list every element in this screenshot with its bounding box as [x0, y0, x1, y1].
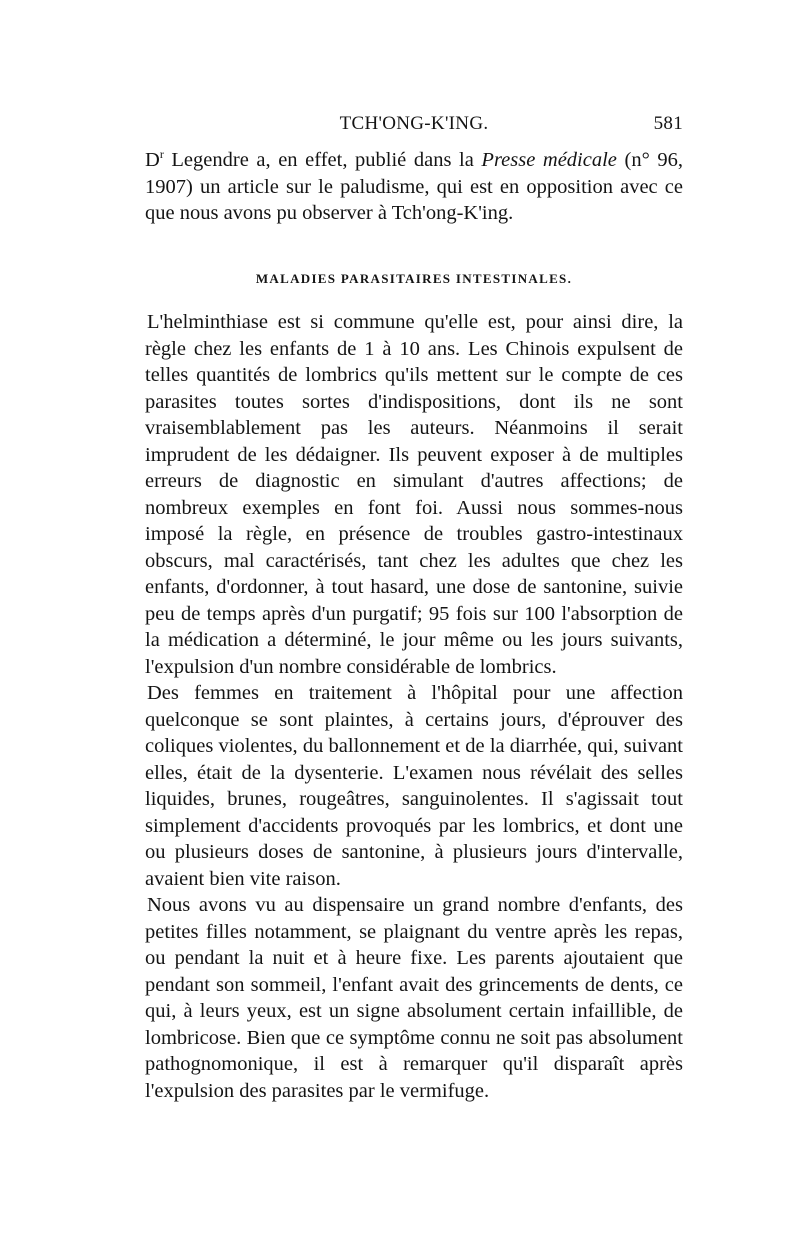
section-body: [145, 309, 683, 1104]
body-paragraph: L'helminthiase est si commune qu'elle est, pour ainsi dire, la règle chez les enfants de 1 à 10 ans. Les Chinois expulsent de telles quantités de lombrics qu'ils mettent sur le compte de ces parasites toutes sortes d'indispositions, dont ils ne sont vraisemblablement pas les auteurs. Néanmoins il serait imprudent de les dédaigner. Ils peuvent exposer à de multiples erreurs de diagnostic en simulant d'autres affections; de nombreux exemples en font foi. Aussi nous sommes-nous imposé la règle, en présence de troubles gastro-intestinaux obscurs, mal caractérisés, tant chez les adultes que chez les enfants, d'ordonner, à tout hasard, une dose de santonine, suivie peu de temps après d'un purgatif; 95 fois sur 100 l'absorption de la médication a déterminé, le jour même ou les jours suivants, l'expulsion d'un nombre considérable de lombrics.: [145, 311, 683, 678]
page-number: 581: [653, 113, 683, 134]
author-prefix-superscript: r: [159, 147, 164, 162]
intro-paragraph: [145, 147, 683, 227]
journal-title: Presse médicale: [481, 149, 617, 171]
running-head: [145, 113, 683, 139]
intro-text: [145, 147, 683, 227]
body-paragraph: Nous avons vu au dispensaire un grand nombre d'enfants, des petites filles notamment, se plaignant du ventre après les repas, ou pendant la nuit et à heure fixe. Les parents ajoutaient que pendant son sommeil, l'enfant avait des grincements de dents, ce qui, à leurs yeux, est un signe absolument certain infaillible, de lombricose. Bien que ce symptôme connu ne soit pas absolument pathognomonique, il est à remarquer qu'il disparaît après l'expulsion des parasites par le vermifuge.: [145, 894, 683, 1102]
section-heading: MALADIES PARASITAIRES INTESTINALES.: [255, 271, 573, 286]
author-prefix: D: [145, 149, 160, 171]
intro-text-after-italic: (n° 96, 1907) un article sur le paludisme, qui est en opposition avec ce que nous avons pu observer à Tch'ong-K'ing.: [145, 149, 683, 224]
body-paragraph: Des femmes en traitement à l'hôpital pour une affection quelconque se sont plaintes, à certains jours, d'éprouver des coliques violentes, du ballonnement et de la diarrhée, qui, suivant elles, était de la dysenterie. L'examen nous révélait des selles liquides, brunes, rougeâtres, sanguinolentes. Il s'agissait tout simplement d'accidents provoqués par les lombrics, et dont une ou plusieurs doses de santonine, à plusieurs jours d'intervalle, avaient bien vite raison.: [145, 682, 683, 890]
intro-text-before-italic: Legendre a, en effet, publié dans la: [163, 149, 482, 171]
running-title: TCH'ONG-K'ING.: [339, 113, 489, 134]
